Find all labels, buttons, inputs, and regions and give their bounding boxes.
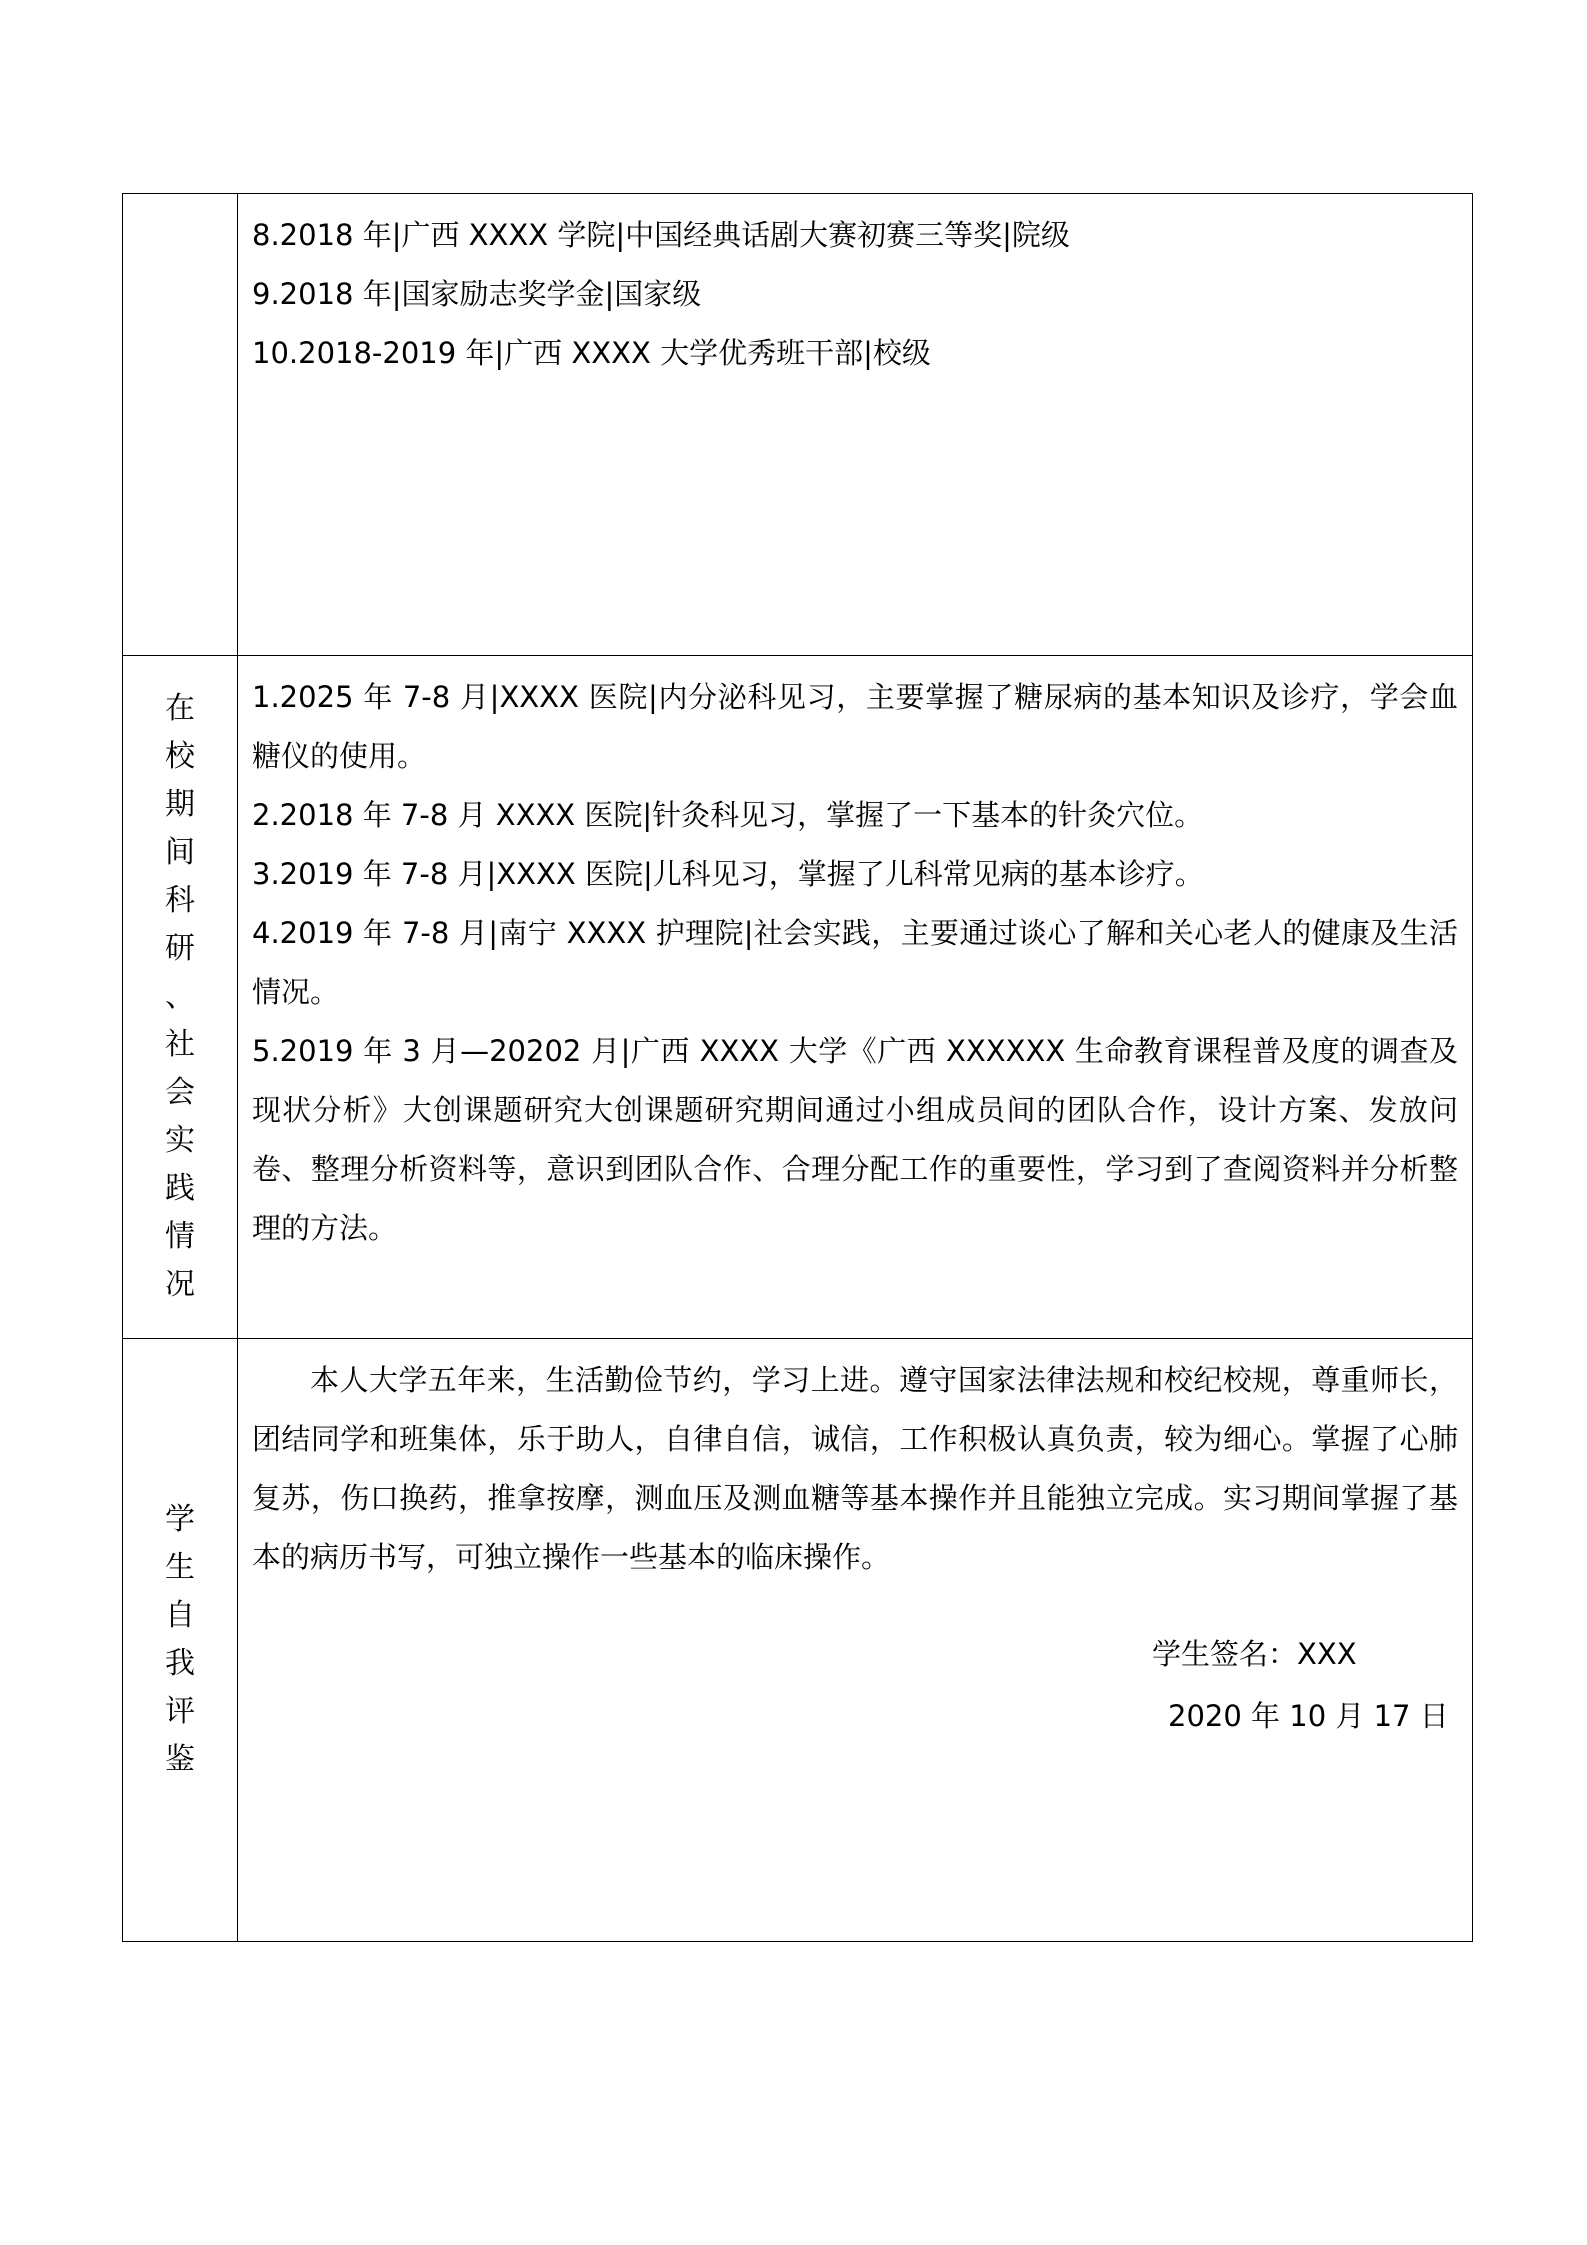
practice-item: 4.2019 年 7-8 月|南宁 XXXX 护理院|社会实践，主要通过谈心了解和关心老人的健康及生活情况。: [252, 916, 1458, 1009]
label-char: 、: [165, 979, 195, 1014]
award-item: 10.2018-2019 年|广西 XXXX 大学优秀班干部|校级: [252, 336, 931, 370]
signature-block: [1152, 1623, 1458, 1747]
label-char: 在: [165, 691, 195, 726]
signature-date: 2020 年 10 月 17 日: [1168, 1699, 1449, 1733]
label-char: 实: [165, 1123, 195, 1158]
award-item: 8.2018 年|广西 XXXX 学院|中国经典话剧大赛初赛三等奖|院级: [252, 218, 1070, 252]
awards-label-cell: [123, 194, 238, 656]
label-char: 学: [165, 1502, 195, 1537]
label-char: 况: [165, 1267, 195, 1302]
practice-row: [123, 656, 1473, 1339]
label-char: 会: [165, 1075, 195, 1110]
awards-row: [123, 194, 1473, 656]
practice-item: 2.2018 年 7-8 月 XXXX 医院|针灸科见习，掌握了一下基本的针灸穴位。: [252, 798, 1204, 832]
label-char: 鉴: [165, 1742, 195, 1777]
label-char: 评: [165, 1694, 195, 1729]
label-char: 我: [165, 1646, 195, 1681]
student-signature: 学生签名：XXX: [1152, 1637, 1357, 1671]
label-char: 社: [165, 1027, 195, 1062]
label-char: 践: [165, 1171, 195, 1206]
label-char: 自: [165, 1598, 195, 1633]
award-item: 9.2018 年|国家励志奖学金|国家级: [252, 277, 702, 311]
awards-content-cell: [238, 194, 1473, 656]
label-char: 校: [165, 739, 195, 774]
label-char: 间: [165, 835, 195, 870]
practice-item: 1.2025 年 7-8 月|XXXX 医院|内分泌科见习，主要掌握了糖尿病的基本知识及诊疗，学会血糖仪的使用。: [252, 680, 1458, 773]
self-eval-paragraph: 本人大学五年来，生活勤俭节约，学习上进。遵守国家法律法规和校纪校规，尊重师长，团结同学和班集体，乐于助人，自律自信，诚信，工作积极认真负责，较为细心。掌握了心肺复苏，伤口换药，推拿按摩，测血压及测血糖等基本操作并且能独立完成。实习期间掌握了基本的病历书写，可独立操作一些基本的临床操作。: [252, 1363, 1458, 1574]
label-char: 科: [165, 883, 195, 918]
label-char: 研: [165, 931, 195, 966]
self-eval-content-cell: [238, 1339, 1473, 1942]
label-char: 情: [165, 1219, 195, 1254]
practice-item: 5.2019 年 3 月—20202 月|广西 XXXX 大学《广西 XXXXXX 生命教育课程普及度的调查及现状分析》大创课题研究大创课题研究期间通过小组成员间的团队合作，设计方案、发放问卷、整理分析资料等，意识到团队合作、合理分配工作的重要性，学习到了查阅资料并分析整理的方法。: [252, 1034, 1458, 1245]
practice-label: [160, 685, 200, 1309]
self-eval-label-cell: [123, 1339, 238, 1942]
self-eval-row: [123, 1339, 1473, 1942]
self-eval-label: [160, 1496, 200, 1784]
practice-content-cell: [238, 656, 1473, 1339]
label-char: 生: [165, 1550, 195, 1585]
label-char: 期: [165, 787, 195, 822]
student-record-table: [122, 193, 1473, 1942]
practice-item: 3.2019 年 7-8 月|XXXX 医院|儿科见习，掌握了儿科常见病的基本诊疗。: [252, 857, 1204, 891]
practice-label-cell: [123, 656, 238, 1339]
